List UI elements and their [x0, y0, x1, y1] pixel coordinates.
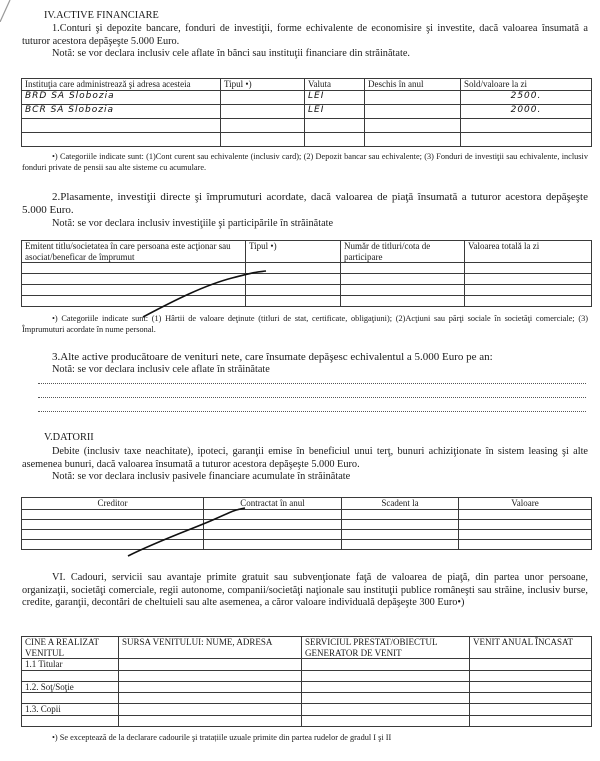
cell-annual-income[interactable]	[470, 681, 592, 693]
table-row	[22, 118, 592, 132]
row-label-titular: 1.1 Titular	[22, 659, 119, 671]
bank-accounts-table	[21, 78, 592, 147]
cell-shares[interactable]	[341, 274, 465, 285]
header-shares: Număr de titluri/cota de participare	[341, 241, 465, 263]
section-iv-note-1: Notă: se vor declara inclusiv cele aflate în bănci sau instituţii financiare din străinătate.	[52, 48, 410, 59]
cell-institution[interactable]: BCR SA Slobozia	[22, 104, 221, 118]
cell-due-date[interactable]	[342, 509, 459, 519]
cell-currency[interactable]	[305, 132, 365, 146]
section-v-note: Notă: se vor declara inclusiv pasivele financiare acumulate în străinătate	[52, 471, 351, 482]
cell-creditor[interactable]	[22, 509, 204, 519]
table-row	[22, 659, 592, 671]
section-v-paragraph: Debite (inclusiv taxe neachitate), ipoteci, garanţii emise în beneficiul unui terţ, bunuri achiziţionate în sistem leasing şi alte asemenea bunuri, dacă valoarea însumată a tuturor acestora depăşeşte 5.000 Euro.	[22, 446, 588, 470]
row-label-empty	[22, 715, 119, 726]
row-label-empty	[22, 693, 119, 704]
footnote-investment-categories: •) Categoriile indicate sunt: (1) Hârtii de valoare deţinute (titluri de stat, certificate, obligaţiuni); (2)Acţiuni sau părţi sociale în societăţi comerciale; (3) Împrumuturi acordate în nume personal.	[22, 314, 588, 334]
cell-creditor[interactable]	[22, 519, 204, 529]
cell-service[interactable]	[302, 704, 470, 716]
footnote-gifts-exception: •) Se exceptează de la declarare cadourile şi tratațiile uzuale primite din partea rudelor de gradul I şi II	[52, 733, 392, 742]
investments-table	[21, 240, 592, 307]
cell-currency[interactable]: LEI	[305, 90, 365, 104]
cell-balance[interactable]: 2500.	[461, 90, 592, 104]
cell-total-value[interactable]	[465, 285, 592, 296]
cell-issuer[interactable]	[22, 296, 246, 307]
header-creditor: Creditor	[22, 498, 204, 510]
cell-total-value[interactable]	[465, 274, 592, 285]
table-row	[22, 693, 592, 704]
row-label-children: 1.3. Copii	[22, 704, 119, 716]
table-row	[22, 539, 592, 549]
cell-opened[interactable]	[365, 90, 461, 104]
header-who: CINE A REALIZAT VENITUL	[22, 637, 119, 659]
section-iv-paragraph-3: 3.Alte active producătoare de venituri nete, care însumate depăşesc echivalentul a 5.000 Euro pe an:	[52, 351, 493, 363]
cell-annual-income[interactable]	[470, 715, 592, 726]
cell-contracted-year[interactable]	[204, 509, 342, 519]
cell-value[interactable]	[459, 539, 592, 549]
section-iv-note-2: Notă: se vor declara inclusiv investiţiile şi participările în străinătate	[52, 218, 334, 229]
scan-corner-mark	[0, 0, 14, 22]
cell-type[interactable]	[221, 104, 305, 118]
cell-value[interactable]	[459, 509, 592, 519]
cell-shares[interactable]	[341, 296, 465, 307]
cell-annual-income[interactable]	[470, 693, 592, 704]
cell-annual-income[interactable]	[470, 704, 592, 716]
row-label-empty	[22, 670, 119, 681]
footnote-account-categories: •) Categoriile indicate sunt: (1)Cont curent sau echivalente (inclusiv card); (2) Depozit bancar sau echivalente; (3) Fonduri de investiţii sau echivalente, inclusiv fonduri private de pensii sau alte sisteme cu acumulare.	[22, 152, 588, 172]
section-iv-paragraph-1: 1.Conturi şi depozite bancare, fonduri de investiţii, forme echivalente de economisire şi investite, dacă valoarea însumată a tuturor acestora depăşeşte 5.000 Euro.	[22, 23, 588, 47]
cell-contracted-year[interactable]	[204, 529, 342, 539]
table-row	[22, 670, 592, 681]
cell-opened[interactable]	[365, 104, 461, 118]
cell-service[interactable]	[302, 715, 470, 726]
table-row	[22, 285, 592, 296]
table-row	[22, 296, 592, 307]
cell-currency[interactable]	[305, 118, 365, 132]
dotted-entry-line[interactable]	[38, 397, 586, 398]
cell-annual-income[interactable]	[470, 670, 592, 681]
cell-issuer[interactable]	[22, 274, 246, 285]
table-row	[22, 681, 592, 693]
header-annual-income: VENIT ANUAL ÎNCASAT	[470, 637, 592, 659]
cell-contracted-year[interactable]	[204, 519, 342, 529]
cell-total-value[interactable]	[465, 296, 592, 307]
debts-table	[21, 497, 592, 550]
cell-creditor[interactable]	[22, 539, 204, 549]
cell-annual-income[interactable]	[470, 659, 592, 671]
cell-type[interactable]	[246, 296, 341, 307]
header-issuer: Emitent titlu/societatea în care persoana este acţionar sau asociat/beneficar de împrumut	[22, 241, 246, 263]
cell-source[interactable]	[119, 659, 302, 671]
cell-total-value[interactable]	[465, 263, 592, 274]
header-opened: Deschis în anul	[365, 79, 461, 91]
cell-type[interactable]	[221, 118, 305, 132]
table-row	[22, 529, 592, 539]
table-row	[22, 519, 592, 529]
header-source: SURSA VENITULUI: NUME, ADRESA	[119, 637, 302, 659]
dotted-entry-line[interactable]	[38, 411, 586, 412]
section-vi-paragraph: VI. Cadouri, servicii sau avantaje primite gratuit sau subvenţionate faţă de valoarea de piaţă, din partea unor persoane, organizaţii, societăţi comerciale, regii autonome, companii/societăţi naţionale sau instituţii publice româneşti sau străine, inclusiv burse, credite, garanţii, decontări de cheltuieli sau alte asemenea, a căror valoare individuală depăşeşte 300 Euro•)	[22, 572, 588, 608]
cell-shares[interactable]	[341, 285, 465, 296]
table-row	[22, 263, 592, 274]
cell-shares[interactable]	[341, 263, 465, 274]
cell-due-date[interactable]	[342, 529, 459, 539]
cell-source[interactable]	[119, 681, 302, 693]
table-header-row	[22, 498, 592, 510]
cell-currency[interactable]: LEI	[305, 104, 365, 118]
header-contracted-year: Contractat în anul	[204, 498, 342, 510]
header-due-date: Scadent la	[342, 498, 459, 510]
header-value: Valoare	[459, 498, 592, 510]
table-row	[22, 104, 592, 118]
cell-due-date[interactable]	[342, 539, 459, 549]
cell-type[interactable]	[221, 132, 305, 146]
cell-contracted-year[interactable]	[204, 539, 342, 549]
table-row	[22, 132, 592, 146]
table-row	[22, 274, 592, 285]
cell-type[interactable]	[221, 90, 305, 104]
table-row	[22, 90, 592, 104]
table-row	[22, 704, 592, 716]
header-total-value: Valoarea totală la zi	[465, 241, 592, 263]
cell-creditor[interactable]	[22, 529, 204, 539]
cell-service[interactable]	[302, 693, 470, 704]
cell-source[interactable]	[119, 693, 302, 704]
table-header-row	[22, 79, 592, 91]
cell-service[interactable]	[302, 670, 470, 681]
table-header-row	[22, 637, 592, 659]
cell-due-date[interactable]	[342, 519, 459, 529]
cell-issuer[interactable]	[22, 263, 246, 274]
table-header-row	[22, 241, 592, 263]
cell-institution[interactable]: BRD SA Slobozia	[22, 90, 221, 104]
section-iv-paragraph-2: 2.Plasamente, investiţii directe şi împrumuturi acordate, dacă valoarea de piaţă însumată a tuturor acestora depăşeşte 5.000 Euro.	[22, 191, 588, 216]
row-label-spouse: 1.2. Soţ/Soţie	[22, 681, 119, 693]
table-row	[22, 715, 592, 726]
cell-source[interactable]	[119, 715, 302, 726]
header-institution: Instituţia care administrează şi adresa acesteia	[22, 79, 221, 91]
cell-type[interactable]	[246, 285, 341, 296]
cell-source[interactable]	[119, 670, 302, 681]
gifts-table	[21, 636, 592, 727]
table-row	[22, 509, 592, 519]
cell-opened[interactable]	[365, 132, 461, 146]
header-type: Tipul •)	[246, 241, 341, 263]
cell-institution[interactable]	[22, 118, 221, 132]
cell-opened[interactable]	[365, 118, 461, 132]
section-v-title: V.DATORII	[44, 432, 94, 443]
dotted-entry-line[interactable]	[38, 383, 586, 384]
cell-value[interactable]	[459, 529, 592, 539]
cell-type[interactable]	[246, 263, 341, 274]
header-service: SERVICIUL PRESTAT/OBIECTUL GENERATOR DE VENIT	[302, 637, 470, 659]
cell-service[interactable]	[302, 681, 470, 693]
cell-balance[interactable]	[461, 132, 592, 146]
section-iv-note-3: Notă: se vor declara inclusiv cele aflate în străinătate	[52, 364, 270, 375]
cell-source[interactable]	[119, 704, 302, 716]
cell-service[interactable]	[302, 659, 470, 671]
header-balance: Sold/valoare la zi	[461, 79, 592, 91]
header-type: Tipul •)	[221, 79, 305, 91]
cell-institution[interactable]	[22, 132, 221, 146]
cell-balance[interactable]: 2000.	[461, 104, 592, 118]
cell-type[interactable]	[246, 274, 341, 285]
cell-balance[interactable]	[461, 118, 592, 132]
section-iv-title: IV.ACTIVE FINANCIARE	[44, 10, 159, 21]
cell-issuer[interactable]	[22, 285, 246, 296]
header-currency: Valuta	[305, 79, 365, 91]
cell-value[interactable]	[459, 519, 592, 529]
